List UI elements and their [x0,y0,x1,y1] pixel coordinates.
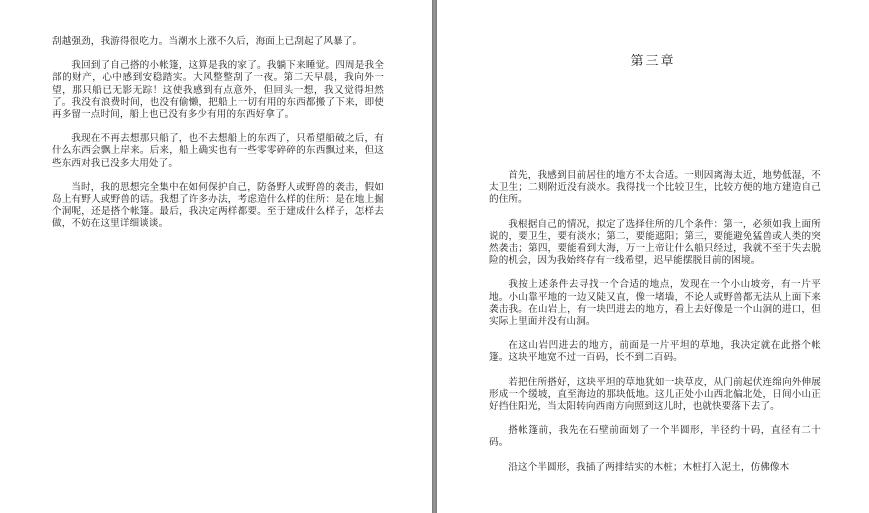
right-page [437,0,869,513]
paragraph: 刮越强劲，我游得很吃力。当潮水上涨不久后，海面上已刮起了风暴了。 [52,36,363,47]
paragraph: 我按上述条件去寻找一个合适的地点，发现在一个小山坡旁，有一片平地。小山靠平地的一边又陡又直，像一堵墙，不论人或野兽都无法从上面下来袭击我。在山岩上，有一块凹进去的地方，看上去好像是一个山洞的进口，但实际上里面并没有山洞。 [489,279,821,328]
chapter-title: 第三章 [630,54,676,69]
paragraph: 在这山岩凹进去的地方，前面是一片平坦的草地，我决定就在此搭个帐篷。这块平地宽不过一百码，长不到二百码。 [489,340,821,364]
left-page [0,0,432,513]
paragraph: 若把住所搭好，这块平坦的草地犹如一块草皮，从门前起伏连绵向外伸展形成一个缓坡，直至海边的那块低地。这儿正处小山西北偏北处，日间小山正好挡住阳光，当太阳转向西南方向照到这儿时，也就快要落下去了。 [489,376,821,413]
paragraph: 我根据自己的情况，拟定了选择住所的几个条件：第一，必须如我上面所说的，要卫生，要有淡水；第二，要能遮阳；第三，要能避免猛兽或人类的突然袭击；第四，要能看到大海，万一上帝让什么船只经过，我就不至于失去脱险的机会，因为我始终存有一线希望，迟早能摆脱目前的困境。 [489,218,821,267]
right-page-text [489,170,821,486]
paragraph: 沿这个半圆形，我插了两排结实的木桩；木桩打入泥土，仿佛像木 [508,461,790,473]
paragraph: 搭帐篷前，我先在石壁前面划了一个半圆形，半径约十码，直径有二十码。 [489,425,821,449]
paragraph: 首先，我感到目前居住的地方不太合适。一则因离海太近，地势低湿，不太卫生；二则附近没有淡水。我得找一个比较卫生，比较方便的地方建造自己的住所。 [489,170,821,206]
left-page-text [52,36,384,243]
paragraph: 当时，我的思想完全集中在如何保护自己，防备野人或野兽的袭击，假如岛上有野人或野兽的话。我想了许多办法，考虑造什么样的住所：是在地上掘个洞呢，还是搭个帐篷。最后，我决定两样都要。至于建成什么样子，怎样去做，不妨在这里详细谈谈。 [52,181,384,230]
paragraph: 我回到了自己搭的小帐篷，这算是我的家了。我躺下来睡觉。四周是我全部的财产，心中感到安稳踏实。大风整整刮了一夜。第二天早晨，我向外一望，那只船已无影无踪！这使我感到有点意外，但回头一想，我又觉得坦然了。我没有浪费时间，也没有偷懒，把船上一切有用的东西都搬了下来，即使再多留一点时间，船上也已没有多少有用的东西好拿了。 [52,60,384,121]
paragraph: 我现在不再去想那只船了，也不去想船上的东西了，只希望船破之后，有什么东西会飘上岸来。后来，船上确实也有一些零零碎碎的东西飘过来，但这些东西对我已没多大用处了。 [52,133,384,169]
